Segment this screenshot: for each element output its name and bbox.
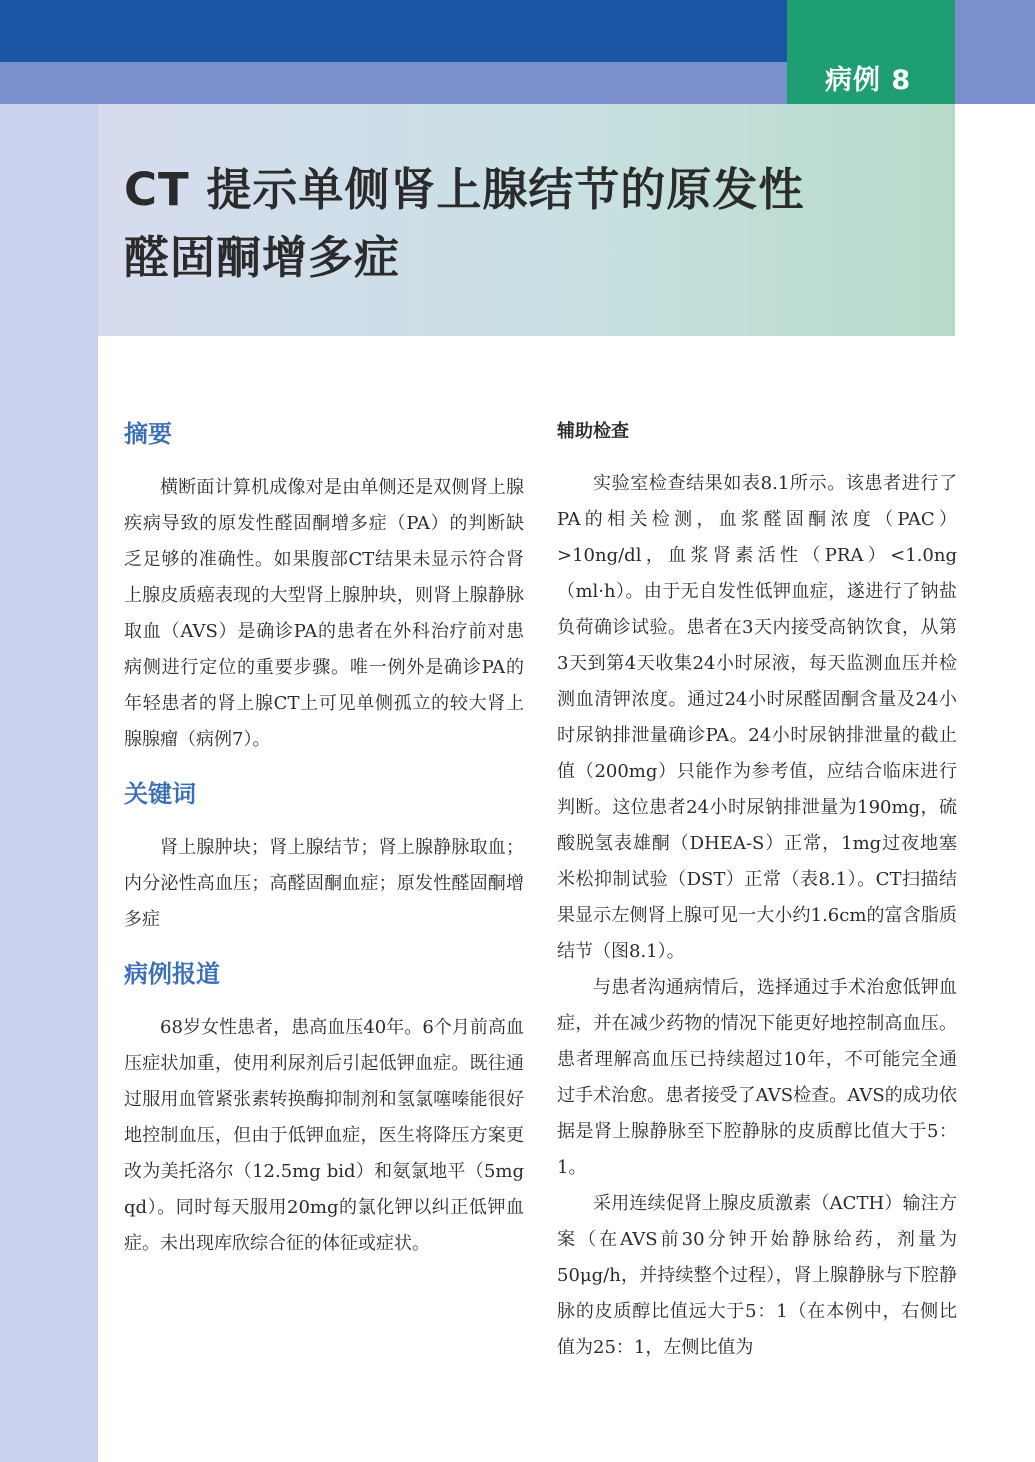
keywords-heading: 关键词 [124,780,196,808]
left-margin-strip [0,104,98,1462]
chapter-title-line-2: 醛固酮增多症 [124,231,401,284]
chapter-title-line-1: CT 提示单侧肾上腺结节的原发性 [124,163,805,216]
case-report-text: 68岁女性患者，患高血压40年。6个月前高血压症状加重，使用利尿剂后引起低钾血症。既往通过服用血管紧张素转换酶抑制剂和氢氯噻嗪能很好地控制血压，但由于低钾血症，医生将降压方案更改为美托洛尔（12.5mg bid）和氨氯地平（5mg qd）。同时每天服用20mg的氯化钾以纠正低钾血症。未出现库欣综合征的体征或症状。 [124,1017,524,1254]
right-column [557,410,957,1366]
keywords-text: 肾上腺肿块；肾上腺结节；肾上腺静脉取血；内分泌性高血压；高醛固酮血症；原发性醛固酮增多症 [124,837,524,930]
investigations-paragraph-2: 与患者沟通病情后，选择通过手术治愈低钾血症，并在减少药物的情况下能更好地控制高血压。患者理解高血压已持续超过10年，不可能完全通过手术治愈。患者接受了AVS检查。AVS的成功依据是肾上腺静脉至下腔静脉的皮质醇比值大于5：1。 [557,977,957,1178]
header-right-strip [955,0,1035,104]
spacer [124,458,524,470]
spacer [124,998,524,1010]
investigations-paragraph-1: 实验室检查结果如表8.1所示。该患者进行了PA的相关检测，血浆醛固酮浓度（PAC）>10ng/dl，血浆肾素活性（PRA）<1.0ng（ml·h）。由于无自发性低钾血症，遂进行了钠盐负荷确诊试验。患者在3天内接受高钠饮食，从第3天到第4天收集24小时尿液，每天监测血压并检测血清钾浓度。通过24小时尿醛固酮含量及24小时尿钠排泄量确诊PA。24小时尿钠排泄量的截止值（200mg）只能作为参考值，应结合临床进行判断。这位患者24小时尿钠排泄量为190mg，硫酸脱氢表雄酮（DHEA-S）正常，1mg过夜地塞米松抑制试验（DST）正常（表8.1）。CT扫描结果显示左侧肾上腺可见一大小约1.6cm的富含脂质结节（图8.1）。 [557,473,957,962]
abstract-heading: 摘要 [124,420,172,448]
spacer [557,454,957,466]
case-number-label: 病例 8 [825,65,912,96]
case-report-heading: 病例报道 [124,960,220,988]
chapter-title [124,156,804,292]
spacer [124,758,524,770]
abstract-text: 横断面计算机成像对是由单侧还是双侧肾上腺疾病导致的原发性醛固酮增多症（PA）的判断缺乏足够的准确性。如果腹部CT结果未显示符合肾上腺皮质癌表现的大型肾上腺肿块，则肾上腺静脉取血（AVS）是确诊PA的患者在外科治疗前对患病侧进行定位的重要步骤。唯一例外是确诊PA的年轻患者的肾上腺CT上可见单侧孤立的较大肾上腺腺瘤（病例7）。 [124,477,524,750]
spacer [124,818,524,830]
spacer [124,938,524,950]
investigations-heading: 辅助检查 [557,421,629,442]
investigations-paragraph-3: 采用连续促肾上腺皮质激素（ACTH）输注方案（在AVS前30分钟开始静脉给药，剂量为50μg/h，并持续整个过程），肾上腺静脉与下腔静脉的皮质醇比值远大于5：1（在本例中，右侧比值为25：1，左侧比值为 [557,1193,957,1358]
title-block [98,104,955,336]
case-number-tab [787,0,955,104]
left-column [124,410,524,1262]
